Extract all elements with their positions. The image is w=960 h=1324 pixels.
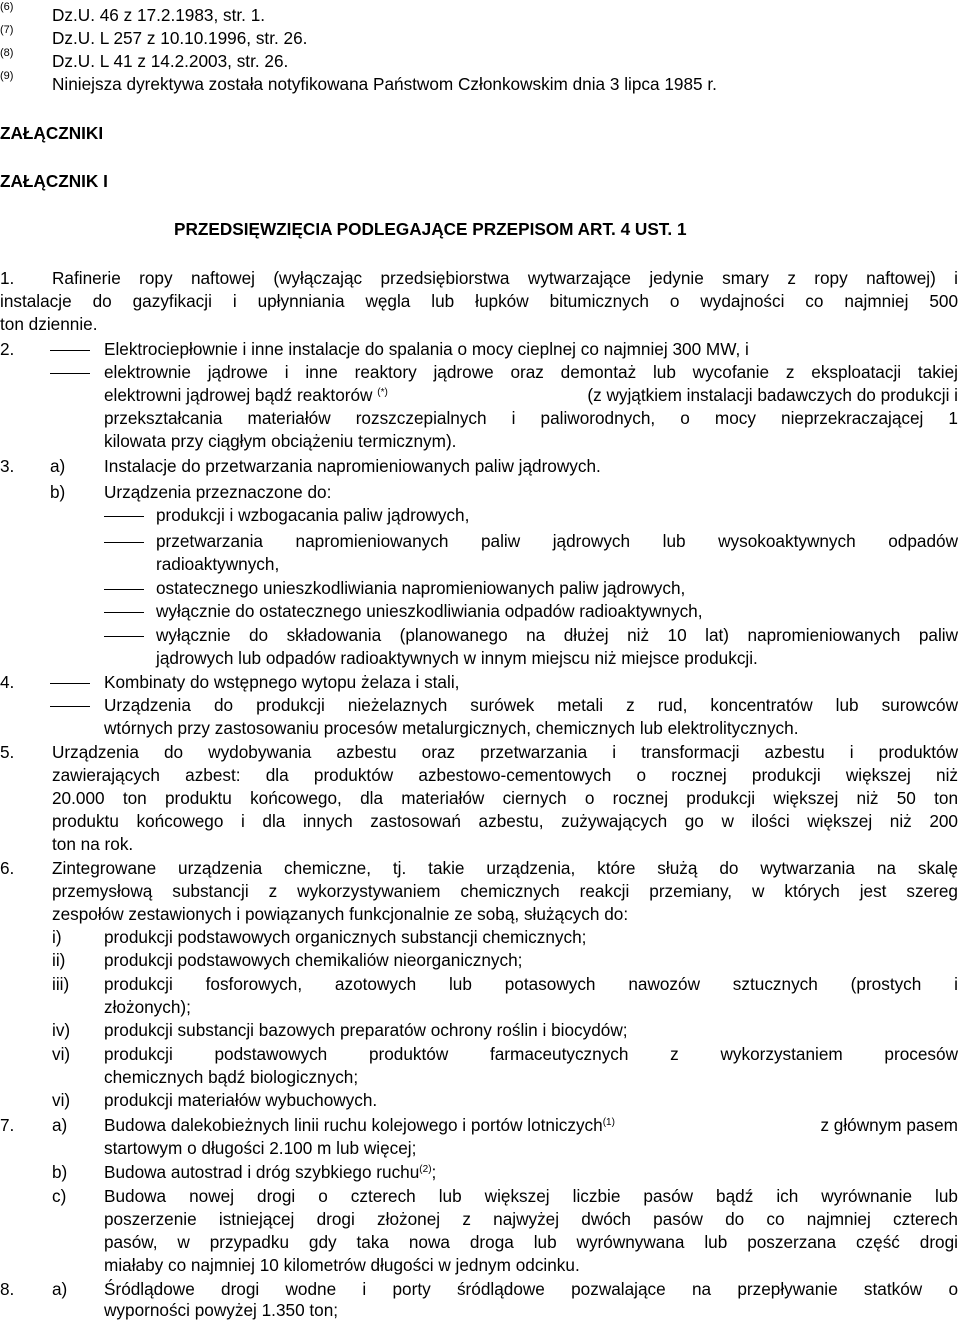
annex-1-heading: ZAŁĄCZNIK I bbox=[0, 171, 108, 191]
annexes-heading: ZAŁĄCZNIKI bbox=[0, 123, 104, 143]
item-7-text: ; bbox=[431, 1162, 437, 1182]
item-2-text: (z wyjątkiem instalacji badawczych do produkcji i bbox=[587, 385, 958, 405]
sub-label: ii) bbox=[52, 950, 66, 970]
item-6-line: produkcji substancji bazowych preparatów ochrony roślin i biocydów; bbox=[104, 1020, 628, 1040]
footnote-text: Dz.U. 46 z 17.2.1983, str. 1. bbox=[52, 5, 266, 25]
item-number: 5. bbox=[0, 742, 15, 762]
sub-label: c) bbox=[52, 1186, 67, 1206]
item-number: 3. bbox=[0, 456, 15, 476]
item-7-line bbox=[104, 1114, 958, 1137]
footnote-text: Dz.U. L 41 z 14.2.2003, str. 26. bbox=[52, 51, 289, 71]
item-number: 6. bbox=[0, 858, 15, 878]
item-5-line: Urządzenia do wydobywania azbestu oraz przetwarzania i transformacji azbestu i produktów bbox=[52, 742, 958, 762]
item-3-line: Urządzenia przeznaczone do: bbox=[104, 482, 332, 502]
item-7-text: Budowa autostrad i dróg szybkiego ruchu bbox=[104, 1162, 420, 1182]
footnote-number: (7) bbox=[0, 24, 14, 36]
sub-label: a) bbox=[52, 1115, 68, 1135]
item-8-line: Śródlądowe drogi wodne i porty śródlądowe pozwalające na przepływanie statków o bbox=[104, 1279, 958, 1299]
item-7-text: z głównym pasem bbox=[820, 1115, 958, 1135]
footnote-number: (8) bbox=[0, 47, 14, 59]
sub-label: i) bbox=[52, 927, 62, 947]
item-7-line: Budowa nowej drogi o czterech lub większej liczbie pasów bądź ich wyrównanie lub bbox=[104, 1186, 958, 1206]
item-6-line: produkcji materiałów wybuchowych. bbox=[104, 1090, 378, 1110]
dash-marker bbox=[50, 706, 90, 707]
dash-marker bbox=[50, 373, 90, 374]
item-7-line: miałaby co najmniej 10 kilometrów długości w jednym odcinku. bbox=[104, 1255, 580, 1275]
item-6-line: produkcji podstawowych chemikaliów nieorganicznych; bbox=[104, 950, 523, 970]
item-5-line: produktu końcowego i dla innych zastosowań azbestu, zużywających go w ilości większej niż 200 bbox=[52, 811, 958, 831]
footnote-text: Dz.U. L 257 z 10.10.1996, str. 26. bbox=[52, 28, 308, 48]
item-1-line: Rafinerie ropy naftowej (wyłączając przedsiębiorstwa wytwarzające jedynie smary z ropy naftowej) i bbox=[52, 268, 958, 288]
item-2-line: przekształcania materiałów rozszczepialnych i paliworodnych, o mocy nieprzekraczającej 1 bbox=[104, 408, 958, 428]
item-6-line: produkcji podstawowych organicznych substancji chemicznych; bbox=[104, 927, 587, 947]
sub-label: a) bbox=[52, 1279, 68, 1299]
item-number: 1. bbox=[0, 268, 15, 288]
item-3-line: jądrowych lub odpadów radioaktywnych w innym miejscu niż miejsce produkcji. bbox=[156, 648, 758, 668]
item-6-line: chemicznych bądź biologicznych; bbox=[104, 1067, 359, 1087]
item-3-line: ostatecznego unieszkodliwiania napromieniowanych paliw jądrowych, bbox=[156, 578, 686, 598]
item-2-line: kilowata przy ciągłym obciążeniu termicznym). bbox=[104, 431, 457, 451]
item-2-line: Elektrociepłownie i inne instalacje do spalania o mocy cieplnej co najmniej 300 MW, i bbox=[104, 339, 749, 359]
item-number: 2. bbox=[0, 339, 15, 359]
item-6-line: produkcji podstawowych produktów farmaceutycznych z wykorzystaniem procesów bbox=[104, 1044, 958, 1064]
item-3-line: wyłącznie do składowania (planowanego na dłużej niż 10 lat) napromieniowanych paliw bbox=[156, 625, 958, 645]
dash-marker bbox=[50, 683, 90, 684]
dash-marker bbox=[104, 636, 144, 637]
item-7-text: Budowa dalekobieżnych linii ruchu kolejowego i portów lotniczych$^{(1)}$ bbox=[104, 1115, 615, 1135]
item-2-line bbox=[104, 384, 958, 407]
item-3-line: radioaktywnych, bbox=[156, 554, 280, 574]
sub-label: b) bbox=[52, 1162, 68, 1182]
dash-marker bbox=[104, 542, 144, 543]
sub-label: a) bbox=[50, 456, 66, 476]
item-6-line: Zintegrowane urządzenia chemiczne, tj. takie urządzenia, które służą do wytwarzania na skalę bbox=[52, 858, 958, 878]
item-7-line: poszerzenie istniejącej drogi złożonej z najwyżej dwóch pasów do co najmniej czterech bbox=[104, 1209, 958, 1229]
item-1-line: ton dziennie. bbox=[0, 314, 98, 334]
sub-label: iii) bbox=[52, 974, 70, 994]
item-5-line: ton na rok. bbox=[52, 834, 134, 854]
footnote-ref: (2) bbox=[419, 1164, 432, 1175]
dash-marker bbox=[104, 516, 144, 517]
item-3-line: produkcji i wzbogacania paliw jądrowych, bbox=[156, 505, 470, 525]
sub-label: vi) bbox=[52, 1090, 71, 1110]
footnote-text: Niniejsza dyrektywa została notyfikowana Państwom Członkowskim dnia 3 lipca 1985 r. bbox=[52, 74, 717, 94]
item-6-line: złożonych); bbox=[104, 997, 191, 1017]
item-4-line: wtórnych przy zastosowaniu procesów metalurgicznych, chemicznych lub elektrolitycznych. bbox=[104, 718, 799, 738]
item-number: 4. bbox=[0, 672, 15, 692]
item-number: 7. bbox=[0, 1115, 15, 1135]
item-4-line: Kombinaty do wstępnego wytopu żelaza i stali, bbox=[104, 672, 460, 692]
dash-marker bbox=[104, 612, 144, 613]
dash-marker bbox=[104, 589, 144, 590]
item-7-line: pasów, w przypadku gdy taka nowa droga lub wyrównywana lub poszerzana część drogi bbox=[104, 1232, 958, 1252]
footnote-ref: (1) bbox=[602, 1117, 615, 1128]
item-6-line: przemysłową substancji z wykorzystywaniem chemicznych reakcji przemiany, w których jest szereg bbox=[52, 881, 958, 901]
item-3-line: przetwarzania napromieniowanych paliw jądrowych lub wysokoaktywnych odpadów bbox=[156, 531, 958, 551]
item-1-line: instalacje do gazyfikacji i upłynniania węgla lub łupków bitumicznych o wydajności co najmniej 500 bbox=[0, 291, 958, 311]
footnote-number: (9) bbox=[0, 70, 14, 82]
item-8-line: wyporności powyżej 1.350 ton; bbox=[104, 1300, 339, 1320]
item-7-line bbox=[104, 1161, 436, 1184]
item-number: 8. bbox=[0, 1279, 15, 1299]
item-7-line: startowym o długości 2.100 m lub więcej; bbox=[104, 1138, 417, 1158]
footnote-number: (6) bbox=[0, 1, 14, 13]
dash-marker bbox=[50, 350, 90, 351]
item-2-text: elektrowni jądrowej bądź reaktorów (*) bbox=[104, 385, 388, 405]
item-5-line: 20.000 ton produktu końcowego, dla materiałów ciernych o rocznej produkcji większej niż 50 ton bbox=[52, 788, 958, 808]
item-4-line: Urządzenia do produkcji nieżelaznych surówek metali z rud, koncentratów lub surowców bbox=[104, 695, 958, 715]
sub-label: b) bbox=[50, 482, 66, 502]
item-6-line: zespołów zestawionych i powiązanych funkcjonalnie ze sobą, służących do: bbox=[52, 904, 629, 924]
item-2-line: elektrownie jądrowe i inne reaktory jądrowe oraz demontaż lub wycofanie z eksploatacji takiej bbox=[104, 362, 958, 382]
sub-label: iv) bbox=[52, 1020, 71, 1040]
sub-label: vi) bbox=[52, 1044, 71, 1064]
item-6-line: produkcji fosforowych, azotowych lub potasowych nawozów sztucznych (prostych i bbox=[104, 974, 958, 994]
footnote-ref: (*) bbox=[377, 387, 388, 398]
section-title: PRZEDSIĘWZIĘCIA PODLEGAJĄCE PRZEPISOM ART. 4 UST. 1 bbox=[174, 219, 687, 239]
item-5-line: zawierających azbest: dla produktów azbestowo-cementowych o rocznej produkcji większej niż bbox=[52, 765, 958, 785]
item-3-line: wyłącznie do ostatecznego unieszkodliwiania odpadów radioaktywnych, bbox=[156, 601, 703, 621]
item-3-line: Instalacje do przetwarzania napromieniowanych paliw jądrowych. bbox=[104, 456, 601, 476]
